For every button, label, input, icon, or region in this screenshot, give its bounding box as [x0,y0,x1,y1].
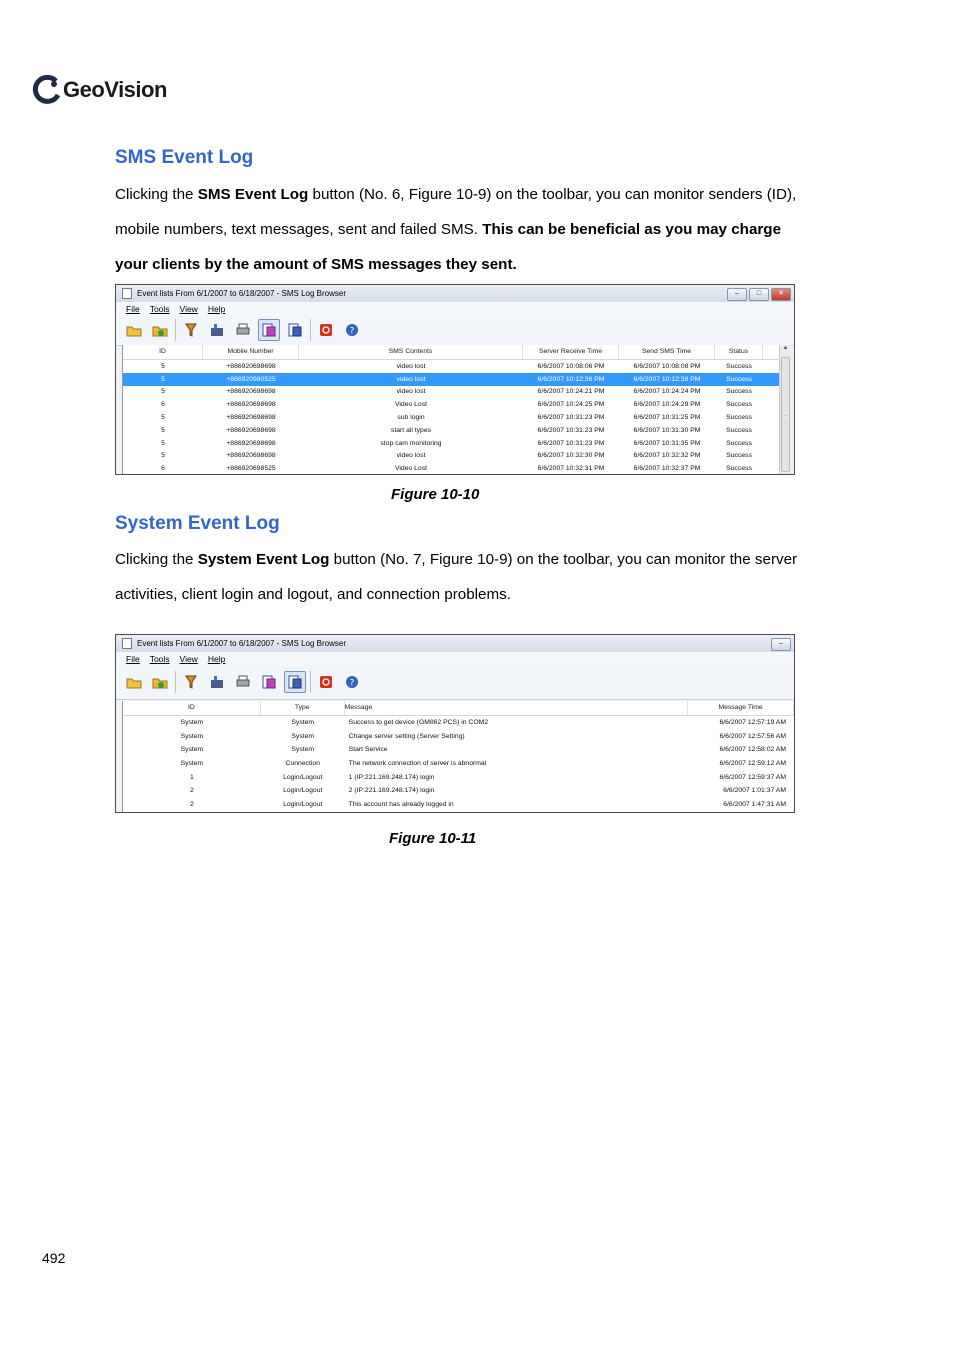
column-header[interactable]: Message [345,701,688,715]
sms-paragraph: Clicking the SMS Event Log button (No. 6, Figure 10-9) on the toolbar, you can monitor senders (ID), mobile numbers, text messages, sent and failed SMS. This can be beneficial as you may charge your clients by the amount of SMS messages they sent. [115,186,797,273]
table-cell: 5 [161,426,165,434]
table-cell: Success [726,426,752,434]
table-cell: 5 [161,414,165,422]
table-row[interactable] [123,398,791,411]
table-cell: 6/6/2007 12:59:37 AM [719,773,786,781]
table-cell: 6/6/2007 12:57:19 AM [719,719,786,727]
table-cell: +886920698698 [226,452,276,460]
brand-name: GeoVision [63,77,167,102]
table-cell: 6/6/2007 10:24:25 PM [537,401,605,409]
table-cell: 1 [190,773,194,781]
table-cell: 6/6/2007 10:32:31 PM [537,465,605,473]
table-cell: Success [726,439,752,447]
column-header[interactable]: ID [123,345,203,359]
svg-text:?: ? [349,326,355,337]
window-title: Event lists From 6/1/2007 to 6/18/2007 - SMS Log Browser [137,289,346,298]
table-cell: +886920698698 [226,388,276,396]
column-header[interactable]: Send SMS Time [619,345,715,359]
table-cell: 6/6/2007 10:31:23 PM [537,439,605,447]
table-cell: Success [726,375,752,383]
table-cell: Video Lost [395,465,427,473]
table-cell: 6/6/2007 10:32:30 PM [537,452,605,460]
menu-bar [116,302,794,315]
table-cell: Login/Logout [283,773,323,781]
menu-help[interactable]: Help [207,653,226,664]
sms-log-grid [122,345,791,474]
table-cell: Login/Logout [283,787,323,795]
table-cell: This account has already logged in [348,800,454,808]
column-header[interactable]: ID [123,701,261,715]
table-cell: 5 [161,375,165,383]
close-button[interactable]: × [771,288,791,301]
table-row[interactable] [123,716,794,730]
window-title-bar [116,635,794,652]
svg-text:?: ? [349,678,355,689]
scroll-thumb[interactable] [781,357,790,472]
sms-log-browser-window [115,284,795,475]
grid-header [123,701,794,716]
table-row[interactable] [123,437,791,450]
menu-bar [116,652,794,665]
table-row[interactable] [123,798,794,812]
table-cell: Success to get device (GM862 PCS) in COM2 [348,719,489,727]
table-cell: 2 [190,800,194,808]
table-cell: System [180,732,204,740]
table-cell: Connection [285,760,320,768]
column-header[interactable]: Type [261,701,345,715]
menu-file[interactable]: File [126,653,140,664]
refresh-folder-icon[interactable] [149,319,171,341]
maximize-button[interactable]: □ [749,288,769,301]
table-row[interactable] [123,757,794,771]
system-paragraph: Clicking the System Event Log button (No. 7, Figure 10-9) on the toolbar, you can monitor the server activities, client login and logout, and connection problems. [115,551,798,603]
table-cell: System [180,760,204,768]
table-cell: 5 [161,439,165,447]
table-cell: 6/6/2007 10:31:23 PM [537,414,605,422]
print-icon[interactable] [232,319,254,341]
help-icon[interactable] [341,671,363,693]
table-cell: video lost [396,388,426,396]
toolbar-separator [175,319,176,341]
scroll-up-icon[interactable]: ▲ [782,345,789,351]
table-cell: 6/6/2007 10:08:08 PM [633,362,701,370]
table-cell: +886920698698 [226,439,276,447]
table-cell: The network connection of server is abnormal [348,760,487,768]
table-cell: System [180,746,204,754]
table-cell: 6/6/2007 10:31:30 PM [633,426,701,434]
table-row[interactable] [123,424,791,437]
table-cell: 5 [161,388,165,396]
column-header[interactable]: SMS Contents [299,345,523,359]
open-folder-icon[interactable] [123,319,145,341]
table-cell: 6/6/2007 10:31:23 PM [537,426,605,434]
table-cell: 6/6/2007 10:12:38 PM [633,375,701,383]
table-cell: video lost [396,362,426,370]
minimize-button[interactable]: – [727,288,747,301]
sms-event-log-icon[interactable] [258,319,280,341]
figure-10-10-caption: Figure 10-10 [391,486,480,503]
print-icon[interactable] [232,671,254,693]
table-cell: 6/6/2007 10:31:35 PM [633,439,701,447]
system-event-log-heading: System Event Log [115,513,280,534]
table-cell: 6/6/2007 10:32:32 PM [633,452,701,460]
toolbar-separator [310,671,311,693]
table-cell: +886920698698 [226,401,276,409]
table-row[interactable] [123,360,791,373]
table-cell: 5 [161,452,165,460]
figure-10-11-caption: Figure 10-11 [389,830,477,847]
table-cell: 6/6/2007 1:47:31 AM [723,800,786,808]
table-cell: 5 [161,362,165,370]
table-cell: 6/6/2007 10:08:06 PM [537,362,605,370]
table-cell: +886920980525 [226,375,276,383]
column-header[interactable]: Message Time [688,701,794,715]
table-row[interactable] [123,462,791,475]
vertical-scrollbar[interactable] [779,345,791,474]
open-folder-icon[interactable] [123,671,145,693]
minimize-button[interactable]: – [771,638,791,651]
table-row[interactable] [123,450,791,463]
table-cell: Success [726,414,752,422]
table-cell: 6 [161,465,165,473]
table-row[interactable] [123,743,794,757]
toolbar-separator [175,671,176,693]
table-row[interactable] [123,730,794,744]
help-icon[interactable] [341,319,363,341]
table-cell: System [291,746,315,754]
menu-file[interactable]: File [126,303,140,314]
table-cell: 6/6/2007 10:31:25 PM [633,414,701,422]
table-cell: Video Lost [395,401,427,409]
table-cell: 6/6/2007 1:01:37 AM [723,787,786,795]
table-cell: System [291,732,315,740]
table-cell: 6/6/2007 12:58:02 AM [719,746,786,754]
table-cell: 6/6/2007 12:59:12 AM [719,760,786,768]
window-title-bar [116,285,794,302]
column-header[interactable]: Mobile Number [203,345,299,359]
table-cell: Success [726,388,752,396]
filter-icon[interactable] [180,671,202,693]
table-cell: 6/6/2007 10:24:29 PM [633,401,701,409]
table-row[interactable] [123,386,791,399]
table-cell: 6/6/2007 10:12:36 PM [537,375,605,383]
table-row[interactable] [123,770,794,784]
menu-view[interactable]: View [179,303,198,314]
table-cell: 6/6/2007 10:24:21 PM [537,388,605,396]
table-cell: 2 [190,787,194,795]
table-cell: +886920698698 [226,414,276,422]
table-cell: System [180,719,204,727]
table-cell: 6/6/2007 10:24:24 PM [633,388,701,396]
column-header[interactable]: Server Receive Time [523,345,619,359]
system-event-log-icon[interactable] [284,319,306,341]
table-cell: System [291,719,315,727]
table-row[interactable] [123,411,791,424]
table-cell: 6 [161,401,165,409]
table-row[interactable] [123,784,794,798]
exit-icon[interactable] [315,671,337,693]
sms-event-log-icon[interactable] [258,671,280,693]
table-cell: Start Service [348,746,388,754]
table-cell: Success [726,452,752,460]
menu-help[interactable]: Help [207,303,226,314]
table-cell: video lost [396,375,426,383]
column-header[interactable]: Status [715,345,763,359]
table-cell: 1 (IP:221.169.248.174) login [348,773,435,781]
menu-tools[interactable]: Tools [149,303,170,314]
system-log-grid [122,701,794,812]
table-cell: video lost [396,452,426,460]
toolbar [116,315,794,346]
table-cell: +886920698698 [226,426,276,434]
menu-view[interactable]: View [179,653,198,664]
geovision-logo-icon [32,75,62,105]
table-cell: 6/6/2007 12:57:56 AM [719,732,786,740]
toolbar [116,665,794,700]
filter-icon[interactable] [180,319,202,341]
table-cell: Success [726,362,752,370]
save-disk-icon[interactable] [206,319,228,341]
app-icon [122,288,132,299]
exit-icon[interactable] [315,319,337,341]
menu-tools[interactable]: Tools [149,653,170,664]
refresh-folder-icon[interactable] [149,671,171,693]
page-number: 492 [42,1250,66,1266]
save-disk-icon[interactable] [206,671,228,693]
window-title: Event lists From 6/1/2007 to 6/18/2007 - SMS Log Browser [137,639,346,648]
system-log-browser-window [115,634,795,813]
geovision-logo [32,72,167,108]
table-cell: Change server setting (Server Setting) [348,732,465,740]
table-cell: 2 (IP:221.169.248.174) login [348,787,435,795]
table-cell: +886920698698 [226,362,276,370]
grid-header [123,345,791,360]
table-cell: 6/6/2007 10:32:37 PM [633,465,701,473]
table-cell: Success [726,465,752,473]
table-cell: Login/Logout [283,800,323,808]
table-cell: stop cam monitoring [380,439,442,447]
toolbar-separator [310,319,311,341]
app-icon [122,638,132,649]
sms-event-log-heading: SMS Event Log [115,147,254,168]
table-cell: sub login [397,414,425,422]
system-event-log-icon[interactable] [284,671,306,693]
table-cell: start all types [390,426,432,434]
table-cell: +886920698525 [226,465,276,473]
table-cell: Success [726,401,752,409]
table-row[interactable] [123,373,791,386]
